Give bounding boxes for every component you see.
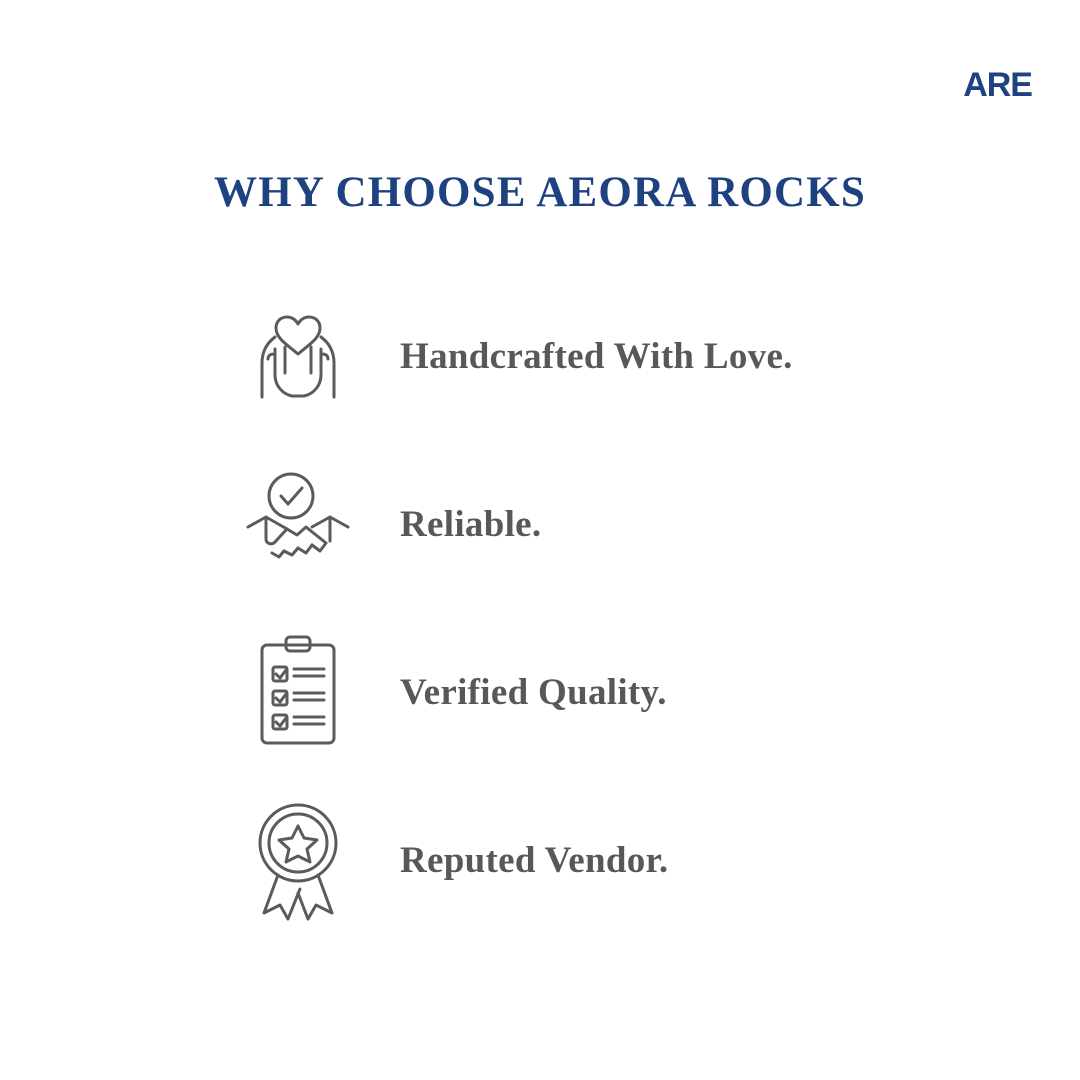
list-item xyxy=(238,608,938,776)
feature-label: Handcrafted With Love. xyxy=(400,335,793,377)
list-item xyxy=(238,272,938,440)
feature-label: Reputed Vendor. xyxy=(400,839,669,881)
handshake-check-icon xyxy=(238,459,358,589)
page-title: WHY CHOOSE AEORA ROCKS xyxy=(214,169,866,216)
list-item xyxy=(238,440,938,608)
hands-holding-heart-icon xyxy=(238,291,358,421)
clipboard-checklist-icon xyxy=(238,627,358,757)
award-ribbon-star-icon xyxy=(238,795,358,925)
feature-label: Verified Quality. xyxy=(400,671,667,713)
brand-logo-text: ARE xyxy=(963,66,1032,104)
feature-list xyxy=(238,272,938,944)
list-item xyxy=(238,776,938,944)
brand-logo xyxy=(963,62,1032,108)
feature-label: Reliable. xyxy=(400,503,542,545)
